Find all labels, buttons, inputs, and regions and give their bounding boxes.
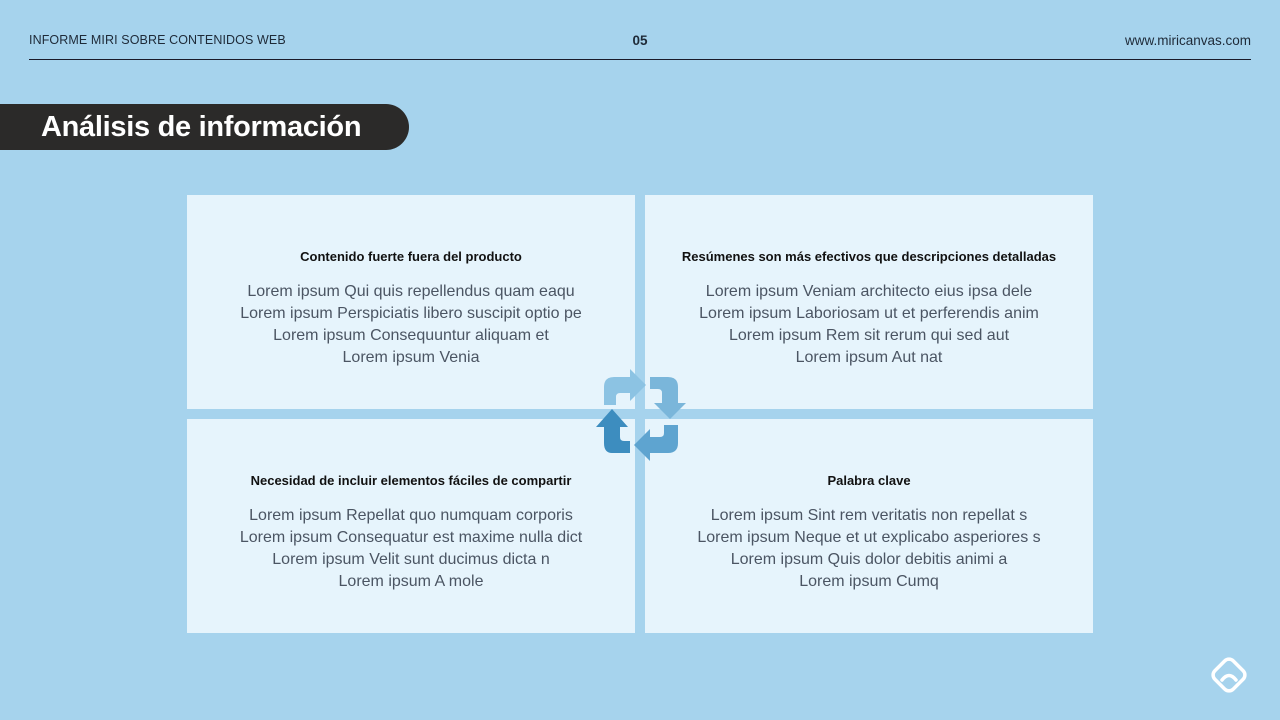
card-line: Lorem ipsum A mole (338, 573, 484, 590)
card-line: Lorem ipsum Cumq (799, 573, 939, 590)
card-line: Lorem ipsum Qui quis repellendus quam eaqu (247, 283, 575, 300)
cycle-arrows-icon (592, 367, 688, 463)
card-line: Lorem ipsum Velit sunt ducimus dicta n (272, 551, 550, 568)
card-line: Lorem ipsum Rem sit rerum qui sed aut (728, 327, 1010, 344)
card-line: Lorem ipsum Perspiciatis libero suscipit optio pe (240, 305, 582, 322)
card-top-left (187, 195, 635, 409)
card-line: Lorem ipsum Neque et ut explicabo asperiores s (697, 529, 1041, 546)
card-line: Lorem ipsum Sint rem veritatis non repellat s (710, 507, 1028, 524)
card-bottom-right (645, 419, 1093, 633)
header-website: www.miricanvas.com (1124, 33, 1251, 48)
card-body (197, 505, 625, 593)
card-heading: Contenido fuerte fuera del producto (300, 249, 522, 264)
card-line: Lorem ipsum Veniam architecto eius ipsa dele (705, 283, 1033, 300)
card-top-right (645, 195, 1093, 409)
miricanvas-logo-icon (1207, 653, 1251, 697)
card-heading: Necesidad de incluir elementos fáciles de compartir (250, 473, 572, 488)
header-report-title: INFORME MIRI SOBRE CONTENIDOS WEB (29, 33, 286, 47)
card-bottom-left (187, 419, 635, 633)
slide-title: Análisis de información (41, 111, 362, 143)
card-line: Lorem ipsum Venia (342, 349, 480, 366)
card-line: Lorem ipsum Repellat quo numquam corporis (249, 507, 573, 524)
card-heading: Palabra clave (827, 473, 911, 488)
page-number: 05 (632, 33, 648, 48)
card-line: Lorem ipsum Consequuntur aliquam et (273, 327, 549, 344)
card-line: Lorem ipsum Quis dolor debitis animi a (730, 551, 1008, 568)
card-body (655, 505, 1083, 593)
card-line: Lorem ipsum Aut nat (795, 349, 943, 366)
card-line: Lorem ipsum Laboriosam ut et perferendis anim (699, 305, 1039, 322)
card-body (197, 281, 625, 369)
header-divider (29, 59, 1251, 60)
card-heading: Resúmenes son más efectivos que descripciones detalladas (681, 249, 1057, 264)
card-body (655, 281, 1083, 369)
card-line: Lorem ipsum Consequatur est maxime nulla dict (239, 529, 583, 546)
